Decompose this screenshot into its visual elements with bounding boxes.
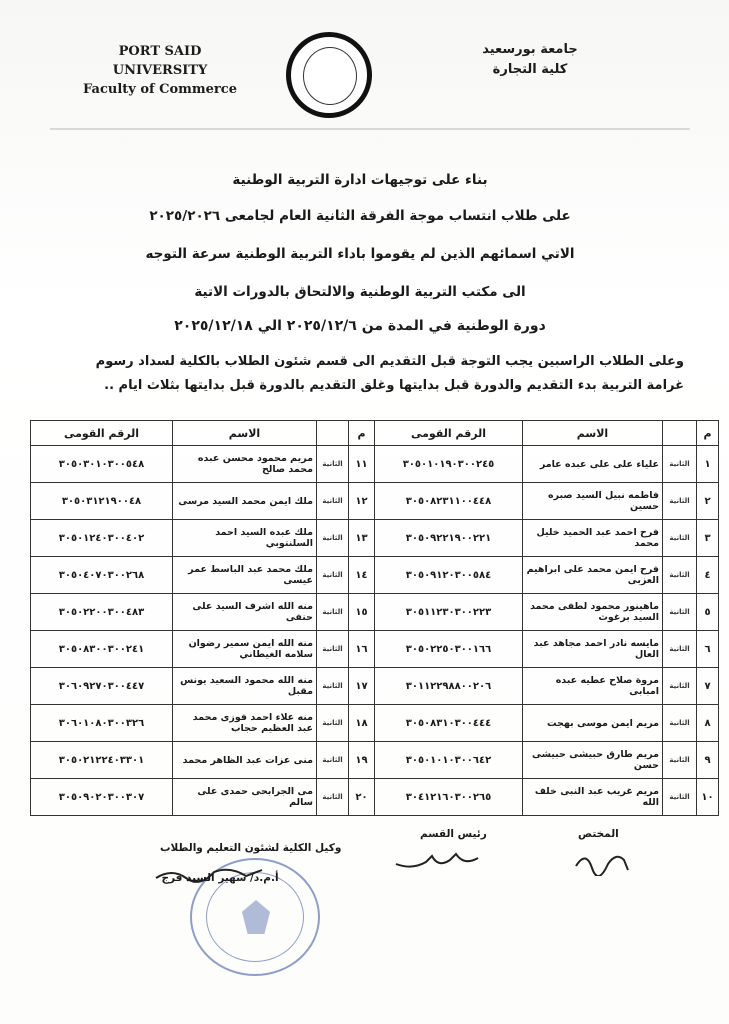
- university-en-line2: UNIVERSITY: [112, 63, 208, 78]
- student-name-2: منه الله ايمن سمير رضوان سلامه الغيطاني: [173, 631, 317, 668]
- national-id-2: ٣٠٥٠٣١٢١٩٠٠٤٨: [31, 483, 173, 520]
- student-name-2: منى عزات عبد الظاهر محمد: [173, 742, 317, 779]
- header-divider: [50, 128, 690, 130]
- header-year: [663, 421, 697, 446]
- row-year-2: الثانية: [317, 668, 349, 705]
- university-en-line1: PORT SAID: [118, 44, 202, 59]
- body-line-2: على طلاب انتساب موجة الفرقة الثانية العام لجامعى ٢٠٢٥/٢٠٢٦: [149, 208, 571, 224]
- national-id-2: ٣٠٥٠٨٣٠٠٣٠٠٢٤١: [31, 631, 173, 668]
- national-id-2: ٣٠٦٠٩٢٧٠٣٠٠٤٤٧: [31, 668, 173, 705]
- row-number: ٣: [697, 520, 719, 557]
- row-year: الثانية: [663, 779, 697, 816]
- specialist-signature: [572, 846, 632, 876]
- table-row: [31, 779, 719, 816]
- table-row: [31, 446, 719, 483]
- student-name-2: ملك عبده السيد احمد السلنتوبي: [173, 520, 317, 557]
- table-row: [31, 705, 719, 742]
- table-header-row: [31, 421, 719, 446]
- student-name: فاطمه نبيل السيد صبره حسين: [523, 483, 663, 520]
- dept-head-label: رئيس القسم: [420, 828, 487, 840]
- row-year-2: الثانية: [317, 779, 349, 816]
- row-year: الثانية: [663, 446, 697, 483]
- table-row: [31, 520, 719, 557]
- national-id: ٣٠٤١٢١٦٠٣٠٠٢٦٥: [375, 779, 523, 816]
- row-number-2: ١٨: [349, 705, 375, 742]
- dept-head-signature: [392, 846, 488, 874]
- student-name-2: مى الجرابحى حمدى على سالم: [173, 779, 317, 816]
- row-year-2: الثانية: [317, 742, 349, 779]
- vice-dean-label: وكيل الكلية لشئون التعليم والطلاب: [160, 842, 342, 854]
- student-name: ماهينور محمود لطفى محمد السيد برغوث: [523, 594, 663, 631]
- row-number-2: ١٩: [349, 742, 375, 779]
- table-row: [31, 742, 719, 779]
- header-name: الاسم: [523, 421, 663, 446]
- specialist-label: المختص: [578, 828, 619, 840]
- row-year-2: الثانية: [317, 557, 349, 594]
- row-number-2: ١٥: [349, 594, 375, 631]
- header-m-2: م: [349, 421, 375, 446]
- national-id: ٣٠٥٠٨٢٣١١٠٠٤٤٨: [375, 483, 523, 520]
- student-name: مايسه نادر احمد مجاهد عبد العال: [523, 631, 663, 668]
- national-id: ٣٠١١٢٢٩٨٨٠٠٢٠٦: [375, 668, 523, 705]
- row-year-2: الثانية: [317, 520, 349, 557]
- student-name-2: منه الله اشرف السيد على حنفى: [173, 594, 317, 631]
- row-number: ١٠: [697, 779, 719, 816]
- row-number: ٤: [697, 557, 719, 594]
- row-year-2: الثانية: [317, 594, 349, 631]
- row-year: الثانية: [663, 668, 697, 705]
- row-number: ٨: [697, 705, 719, 742]
- faculty-ar: كلية التجارة: [492, 62, 568, 77]
- header-year-2: [317, 421, 349, 446]
- vice-dean-name: أ.م.د/ سهير السيد فرج: [161, 872, 279, 884]
- row-year: الثانية: [663, 705, 697, 742]
- student-name-2: مريم محمود محسن عبده محمد صالح: [173, 446, 317, 483]
- national-id-2: ٣٠٥٠٢١٢٢٤٠٣٣٠١: [31, 742, 173, 779]
- university-logo: [286, 32, 372, 118]
- body-line-7: غرامة التربية بدء التقديم والدورة قبل بدايتها وغلق التقديم بالدورة قبل بدايتها بثلاث ايام ..: [104, 378, 684, 393]
- row-number: ٢: [697, 483, 719, 520]
- table-row: [31, 483, 719, 520]
- header-name-2: الاسم: [173, 421, 317, 446]
- body-line-1: بناء على توجيهات ادارة التربية الوطنية: [232, 172, 488, 188]
- student-name-2: ملك محمد عبد الباسط عمر عيسى: [173, 557, 317, 594]
- table-row: [31, 668, 719, 705]
- student-name: فرح ايمن محمد على ابراهيم العزبى: [523, 557, 663, 594]
- row-year: الثانية: [663, 594, 697, 631]
- student-name-2: منه الله محمود السعيد يونس مقبل: [173, 668, 317, 705]
- row-year-2: الثانية: [317, 631, 349, 668]
- student-name: فرح احمد عبد الحميد خليل محمد: [523, 520, 663, 557]
- student-name: مروة صلاح عطيه عبده امبابى: [523, 668, 663, 705]
- students-table: [30, 420, 719, 816]
- row-year: الثانية: [663, 631, 697, 668]
- student-name-2: منه علاء احمد فوزى محمد عبد العظيم حجاب: [173, 705, 317, 742]
- row-number-2: ١٤: [349, 557, 375, 594]
- row-number-2: ١١: [349, 446, 375, 483]
- national-id: ٣٠٥٠١٠١٠٣٠٠٦٤٢: [375, 742, 523, 779]
- national-id: ٣٠٥٠٨٣١٠٣٠٠٤٤٤: [375, 705, 523, 742]
- header-m: م: [697, 421, 719, 446]
- row-year-2: الثانية: [317, 483, 349, 520]
- student-name-2: ملك ايمن محمد السيد مرسى: [173, 483, 317, 520]
- national-id: ٣٠٥٠٩٢٢١٩٠٠٢٢١: [375, 520, 523, 557]
- university-ar: جامعة بورسعيد: [482, 42, 578, 57]
- logo-emblem-icon: [303, 47, 357, 105]
- national-id: ٣٠٥١١٢٣٠٣٠٠٢٢٣: [375, 594, 523, 631]
- national-id-2: ٣٠٥٠٣٠١٠٣٠٠٥٤٨: [31, 446, 173, 483]
- row-number: ١: [697, 446, 719, 483]
- header-national-id-2: الرقم القومى: [31, 421, 173, 446]
- table-row: [31, 594, 719, 631]
- body-line-3: الاتي اسمائهم الذين لم يقوموا باداء التربية الوطنية سرعة التوجه: [145, 246, 575, 262]
- row-year-2: الثانية: [317, 446, 349, 483]
- table-row: [31, 631, 719, 668]
- row-number: ٥: [697, 594, 719, 631]
- national-id-2: ٣٠٥٠٢٢٠٠٣٠٠٤٨٣: [31, 594, 173, 631]
- body-line-6: وعلى الطلاب الراسبين يجب التوجة قبل التقديم الى قسم شئون الطلاب بالكلية لسداد رسوم: [95, 354, 684, 369]
- header-national-id: الرقم القومى: [375, 421, 523, 446]
- body-line-5: دورة الوطنية في المدة من ٢٠٢٥/١٢/٦ الي ٢٠٢٥/١٢/١٨: [174, 318, 546, 334]
- row-number-2: ١٧: [349, 668, 375, 705]
- university-name-ar: [470, 40, 590, 80]
- table-row: [31, 557, 719, 594]
- national-id: ٣٠٥٠١٠١٩٠٣٠٠٢٤٥: [375, 446, 523, 483]
- row-year: الثانية: [663, 742, 697, 779]
- student-name: مريم غريب عبد النبى خلف الله: [523, 779, 663, 816]
- row-number: ٩: [697, 742, 719, 779]
- university-name-en: [60, 42, 260, 99]
- national-id-2: ٣٠٥٠٩٠٢٠٣٠٠٣٠٧: [31, 779, 173, 816]
- row-number-2: ٢٠: [349, 779, 375, 816]
- student-name: مريم ايمن موسى بهجت: [523, 705, 663, 742]
- row-number: ٧: [697, 668, 719, 705]
- student-name: علياء على على عبده عامر: [523, 446, 663, 483]
- row-number-2: ١٢: [349, 483, 375, 520]
- national-id: ٣٠٥٠٩١٢٠٣٠٠٥٨٤: [375, 557, 523, 594]
- row-number-2: ١٦: [349, 631, 375, 668]
- national-id: ٣٠٥٠٢٢٥٠٣٠٠١٦٦: [375, 631, 523, 668]
- national-id-2: ٣٠٦٠١٠٨٠٣٠٠٣٢٦: [31, 705, 173, 742]
- row-year: الثانية: [663, 557, 697, 594]
- row-number-2: ١٣: [349, 520, 375, 557]
- row-number: ٦: [697, 631, 719, 668]
- row-year: الثانية: [663, 520, 697, 557]
- row-year-2: الثانية: [317, 705, 349, 742]
- row-year: الثانية: [663, 483, 697, 520]
- student-name: مريم طارق حبيشى حبيشى حسن: [523, 742, 663, 779]
- national-id-2: ٣٠٥٠١٢٤٠٣٠٠٤٠٢: [31, 520, 173, 557]
- faculty-en: Faculty of Commerce: [83, 82, 237, 97]
- body-line-4: الى مكتب التربية الوطنية والالتحاق بالدورات الاتية: [194, 284, 526, 300]
- national-id-2: ٣٠٥٠٤٠٧٠٣٠٠٢٦٨: [31, 557, 173, 594]
